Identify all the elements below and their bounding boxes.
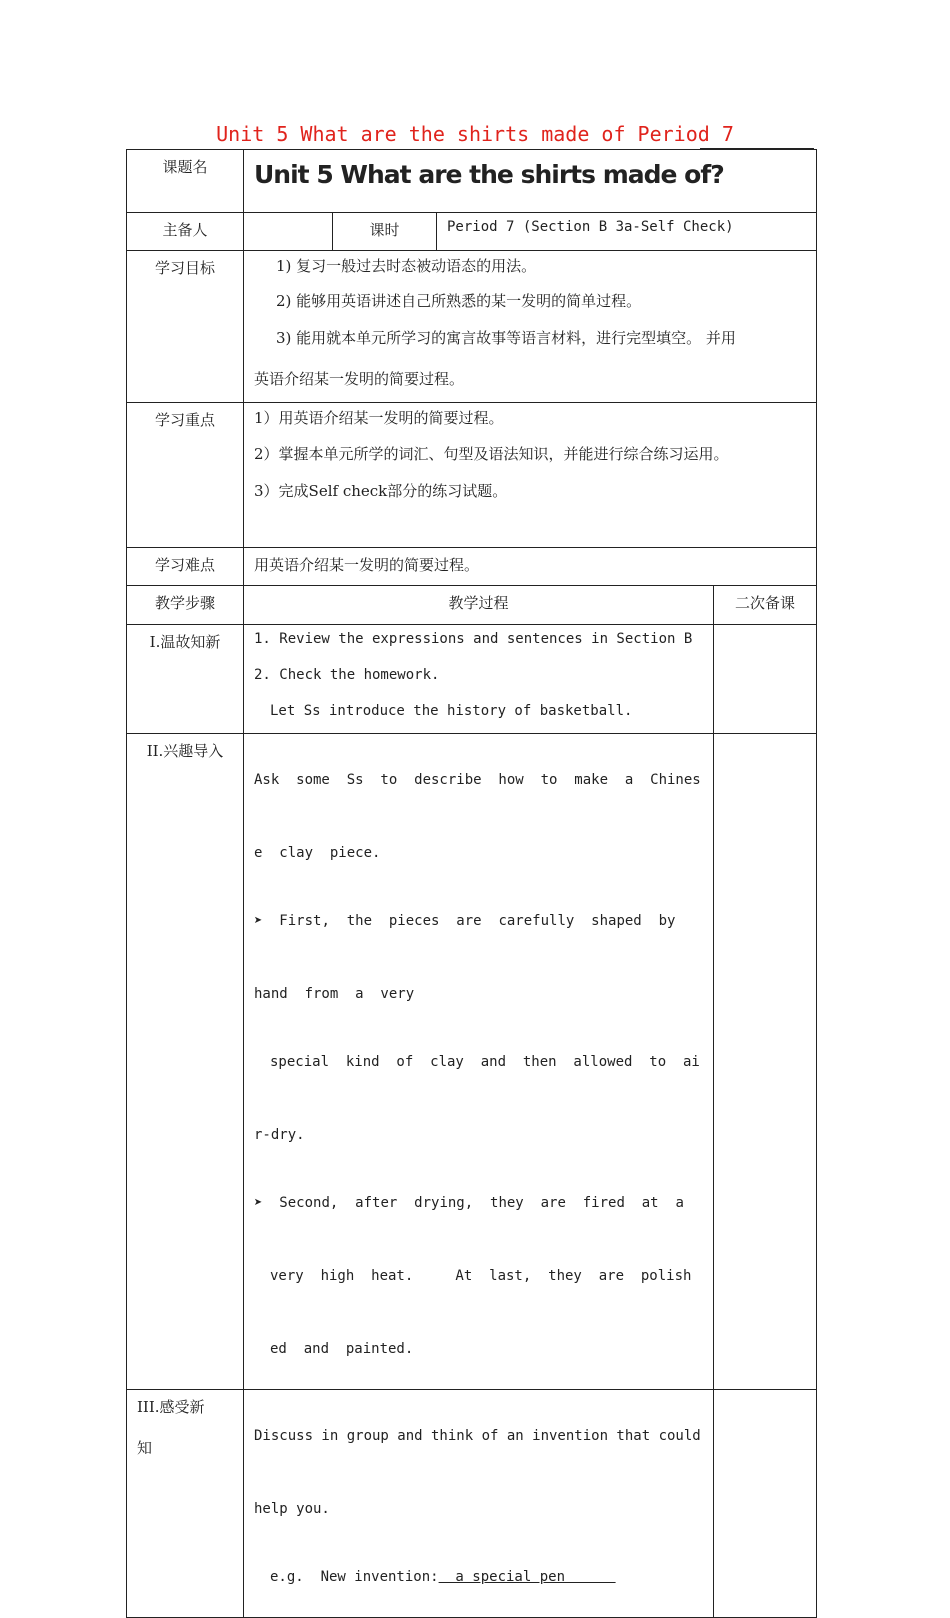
objective-item: 英语介绍某一发明的简要过程。	[254, 370, 465, 388]
step2-line: First, the pieces are carefully shaped by	[279, 913, 676, 929]
step3-line: Discuss in group and think of an invention that could	[254, 1428, 701, 1444]
key-point-item: 2）掌握本单元所学的词汇、句型及语法知识，并能进行综合练习运用。	[254, 445, 729, 463]
objective-item: 2) 能够用英语讲述自己所熟悉的某一发明的简单过程。	[276, 292, 642, 310]
step2-content	[244, 734, 714, 1390]
step2-line: Ask some Ss to describe how to make a Chines	[254, 772, 701, 788]
topic-value: Unit 5 What are the shirts made of?	[244, 150, 817, 213]
objectives-list	[244, 251, 817, 403]
step3-label	[127, 1390, 244, 1618]
step3-notes	[714, 1390, 817, 1618]
difficulty-label: 学习难点	[127, 548, 244, 586]
key-points-label: 学习重点	[127, 403, 244, 548]
step2-line: ed and painted.	[270, 1341, 414, 1357]
notes-header: 二次备课	[714, 586, 817, 625]
lesson-plan-table	[126, 149, 817, 1618]
objective-item: 1) 复习一般过去时态被动语态的用法。	[276, 257, 537, 275]
bullet-arrow-icon: ➤	[254, 1195, 280, 1211]
period-value: Period 7 (Section B 3a-Self Check)	[437, 213, 817, 251]
step3-content	[244, 1390, 714, 1618]
step3-line: help you.	[254, 1501, 330, 1517]
key-point-item: 3）完成Self check部分的练习试题。	[254, 482, 508, 500]
steps-header: 教学步骤	[127, 586, 244, 625]
key-point-item: 1）用英语介绍某一发明的简要过程。	[254, 409, 504, 427]
step2-line: r-dry.	[254, 1127, 305, 1143]
preparer-label: 主备人	[127, 213, 244, 251]
preparer-value	[244, 213, 333, 251]
step1-content	[244, 625, 714, 734]
topic-label: 课题名	[127, 150, 244, 213]
step2-line: special kind of clay and then allowed to ai	[270, 1054, 700, 1070]
period-label: 课时	[333, 213, 437, 251]
step1-line: Let Ss introduce the history of basketball.	[270, 703, 633, 719]
page-title: Unit 5 What are the shirts made of Period 7	[216, 122, 734, 146]
step2-line: e clay piece.	[254, 845, 381, 861]
difficulty-text: 用英语介绍某一发明的简要过程。	[244, 548, 817, 586]
step2-line: hand from a very	[254, 986, 415, 1002]
bullet-arrow-icon: ➤	[254, 913, 280, 929]
step1-notes	[714, 625, 817, 734]
step2-line: very high heat. At last, they are polish	[270, 1268, 692, 1284]
example-prefix: e.g. New invention:	[270, 1569, 439, 1585]
objectives-label: 学习目标	[127, 251, 244, 403]
step3-label-line: III.感受新	[137, 1398, 205, 1416]
step3-label-line: 知	[137, 1439, 153, 1457]
process-header: 教学过程	[244, 586, 714, 625]
key-points-list	[244, 403, 817, 548]
objective-item: 3) 能用就本单元所学习的寓言故事等语言材料，进行完型填空。 并用	[276, 329, 736, 347]
step2-line: Second, after drying, they are fired at a	[279, 1195, 684, 1211]
step1-line: 2. Check the homework.	[254, 667, 440, 683]
example-invention: a special pen	[438, 1569, 616, 1585]
step1-line: 1. Review the expressions and sentences in Section B	[254, 631, 693, 647]
step2-label: II.兴趣导入	[127, 734, 244, 1390]
step1-label: I.温故知新	[127, 625, 244, 734]
step2-notes	[714, 734, 817, 1390]
